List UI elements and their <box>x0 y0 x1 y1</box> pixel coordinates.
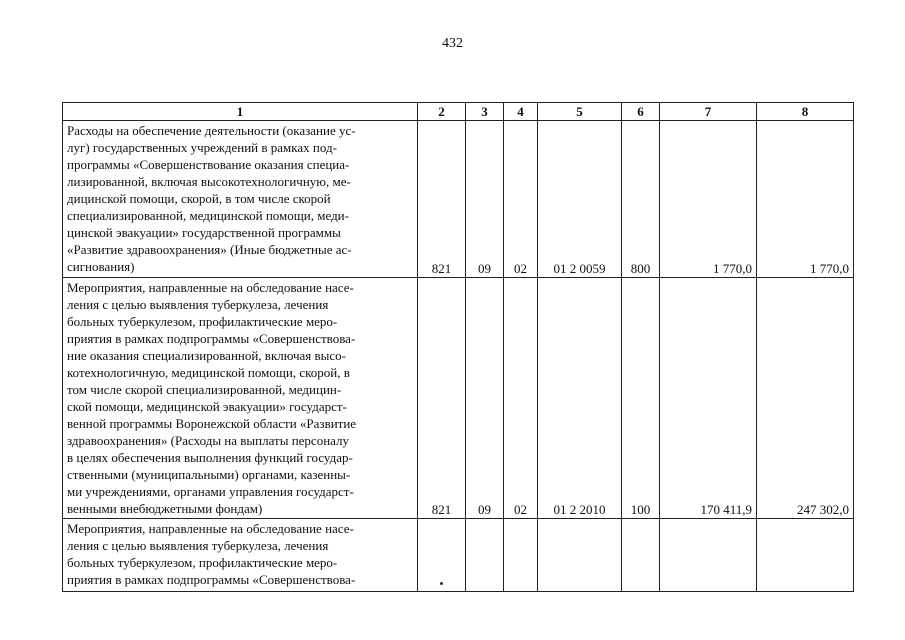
header-col-1: 1 <box>63 103 418 121</box>
cell-subsection <box>504 519 538 592</box>
cell-amount-8: 1 770,0 <box>757 121 854 278</box>
header-col-2: 2 <box>418 103 466 121</box>
header-col-3: 3 <box>466 103 504 121</box>
cell-subsection: 02 <box>504 278 538 519</box>
table-row <box>63 121 854 278</box>
header-col-8: 8 <box>757 103 854 121</box>
row-description: Мероприятия, направленные на обследование насе- ления с целью выявления туберкулеза, лечения больных туберкулезом, профилактические меро- приятия в рамках подпрограммы «Совершенствова- ние оказания специализированной, включая высо- котехнологичную, медицинской помощи, скорой, в том числе скорой специализированной, медицин- ской помощи, медицинской эвакуации» государст- венной программы Воронежской области «Развитие здравоохранения» (Расходы на выплаты персоналу в целях обеспечения выполнения функций государ- ственными (муниципальными) органами, казенны- ми учреждениями, органами управления государст- венными внебюджетными фондам) <box>63 278 418 519</box>
cell-subsection: 02 <box>504 121 538 278</box>
cell-ministry-code <box>418 519 466 592</box>
header-col-5: 5 <box>538 103 622 121</box>
cell-section: 09 <box>466 278 504 519</box>
budget-table <box>62 102 854 592</box>
cell-target-article: 01 2 0059 <box>538 121 622 278</box>
cell-amount-8 <box>757 519 854 592</box>
cell-ministry-code: 821 <box>418 121 466 278</box>
table-row <box>63 278 854 519</box>
cell-target-article <box>538 519 622 592</box>
cell-amount-7 <box>660 519 757 592</box>
cell-target-article: 01 2 2010 <box>538 278 622 519</box>
row-description: Расходы на обеспечение деятельности (оказание ус- луг) государственных учреждений в рамках под- программы «Совершенствование оказания специа- лизированной, включая высокотехнологичную, ме- дицинской помощи, скорой, в том числе скорой специализированной, медицинской помощи, меди- цинской эвакуации» государственной программы «Развитие здравоохранения» (Иные бюджетные ас- сигнования) <box>63 121 418 278</box>
cell-amount-7: 170 411,9 <box>660 278 757 519</box>
cell-ministry-code: 821 <box>418 278 466 519</box>
header-col-6: 6 <box>622 103 660 121</box>
row-description: Мероприятия, направленные на обследование насе- ления с целью выявления туберкулеза, лечения больных туберкулезом, профилактические меро- приятия в рамках подпрограммы «Совершенствова- <box>63 519 418 592</box>
stray-mark-dot <box>440 582 443 585</box>
page-number: 432 <box>442 36 463 51</box>
cell-expense-type: 800 <box>622 121 660 278</box>
cell-expense-type: 100 <box>622 278 660 519</box>
cell-expense-type <box>622 519 660 592</box>
header-col-4: 4 <box>504 103 538 121</box>
header-row <box>63 103 854 121</box>
cell-amount-7: 1 770,0 <box>660 121 757 278</box>
cell-section <box>466 519 504 592</box>
cell-amount-8: 247 302,0 <box>757 278 854 519</box>
header-col-7: 7 <box>660 103 757 121</box>
cell-section: 09 <box>466 121 504 278</box>
table-row <box>63 519 854 592</box>
